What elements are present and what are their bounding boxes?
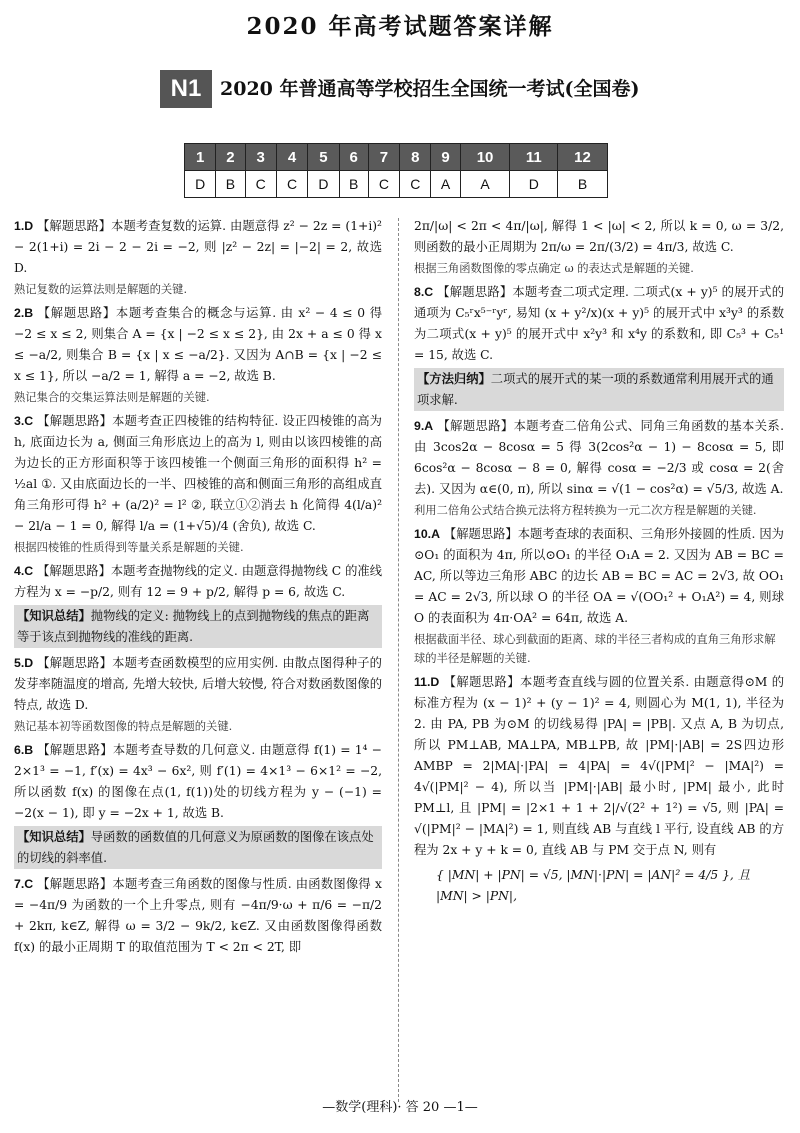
answer-table-number: 5 — [308, 144, 339, 171]
answer-table-answer: D — [510, 171, 558, 198]
summary-box — [414, 368, 784, 411]
solution-number: 2.B — [14, 306, 34, 320]
answer-table-number-row — [185, 144, 608, 171]
solution-number: 10.A — [414, 527, 440, 541]
column-divider — [398, 218, 399, 1102]
solution-note: 熟记集合的交集运算法则是解题的关键. — [14, 391, 210, 404]
solution-number: 11.D — [414, 675, 440, 689]
answer-table-number: 6 — [339, 144, 368, 171]
summary-box-text: 二项式的展开式的某一项的系数通常利用展开式的通项求解. — [417, 372, 774, 407]
solution-text: 【解题思路】本题考查函数模型的应用实例. 由散点图得种子的发芽率随温度的增高, 先增大较快, 后增大较慢, 符合对数函数图像的特点, 故选 D. — [14, 656, 382, 712]
solution-text: 【解题思路】本题考查正四棱锥的结构特征. 设正四棱锥的高为 h, 底面边长为 a, 侧面三角形底边上的高为 l, 则由以该四棱锥的高为边长的正方形面积等于该四棱锥一个侧面三角形的面积得 h² = ½al ①. 又由底面边长的一半、四棱锥的高和侧面三角形的高组成直角三角形可得 h² + (a/2)² = l² ②, 联立①②消去 h 化简得 4(l/a)² − 2l/a − 1 = 0, 解得 l/a = (1+√5)/4 (舍负), 故选 C. — [14, 414, 382, 533]
solution-item — [414, 672, 784, 861]
solution-text: 【解题思路】本题考查二项式定理. 二项式(x + y)⁵ 的展开式的通项为 C₅ʳx⁵⁻ʳyʳ, 易知 (x + y²/x)(x + y)⁵ 的展开式中 x³y³ 的系数为二项式(x + y)⁵ 的展开式中 x²y³ 和 x⁴y 的系数和, 即 C₅³ + C₅¹ = 15, 故选 C. — [414, 285, 784, 362]
section-title: 2020 年普通高等学校招生全国统一考试(全国卷) — [220, 78, 640, 100]
solution-item — [414, 282, 784, 366]
answer-table-number: 2 — [216, 144, 245, 171]
solution-text: 【解题思路】本题考查直线与圆的位置关系. 由题意得⊙M 的标准方程为 (x − 1)² + (y − 1)² = 4, 则圆心为 M(1, 1), 半径为 2. 由 PA, PB 为⊙M 的切线易得 |PA| = |PB|. 又点 A, B 为切点, 所以 PM⊥AB, MA⊥PA, MB⊥PB, 故 |PM|·|AB| = 2S四边形AMBP = 2|MA|·|PA| = 4|PA| = 4√(|PM|² − |MA|²) = 4√(|PM|² − 4), 所以当 |PM|·|AB| 最小时, |PM| 最小, 此时 PM⊥l, 且 |PM| = |2×1 + 1 + 2|/√(2² + 1²) = √5, 则 |PA| = √(|PM|² − |MA|²) = 1, 则直线 AB 与直线 l 平行, 设直线 AB 的方程为 2x + y + k = 0, 直线 AB 与 PM 交于点 N, 则有 — [414, 675, 784, 857]
page-footer: —数学(理科)· 答 20 —1— — [322, 1100, 478, 1115]
answer-table-answer: A — [460, 171, 510, 198]
solution-number: 8.C — [414, 285, 434, 299]
solution-text: 【解题思路】本题考查导数的几何意义. 由题意得 f(1) = 1⁴ − 2×1³ = −1, f′(x) = 4x³ − 6x², 则 f′(1) = 4×1³ − 6×1² = −2, 所以函数 f(x) 的图像在点(1, f(1))处的切线方程为 y − (−1) = −2(x − 1), 即 y = −2x + 1, 故选 B. — [14, 743, 382, 820]
right-column — [414, 216, 784, 911]
answer-table-answer: B — [558, 171, 608, 198]
answer-table-number: 1 — [185, 144, 216, 171]
answer-table — [184, 143, 608, 198]
answer-table-answer: D — [185, 171, 216, 198]
solution-number: 1.D — [14, 219, 34, 233]
solution-text: 【解题思路】本题考查二倍角公式、同角三角函数的基本关系. 由 3cos2α − 8cosα = 5 得 3(2cos²α − 1) − 8cosα = 5, 即 6cos²α − 8cosα − 8 = 0, 解得 cosα = −2/3 或 cosα = 2(舍去). 又因为 α∈(0, π), 所以 sinα = √(1 − cos²α) = √5/3, 故选 A. — [414, 419, 784, 496]
solution-item — [14, 653, 382, 716]
solution-number: 7.C — [14, 877, 34, 891]
solution-number: 4.C — [14, 564, 34, 578]
solution-note: 熟记基本初等函数图像的特点是解题的关键. — [14, 720, 233, 733]
answer-table-answer: A — [431, 171, 460, 198]
solution-text: 【解题思路】本题考查集合的概念与运算. 由 x² − 4 ≤ 0 得 −2 ≤ x ≤ 2, 则集合 A = {x | −2 ≤ x ≤ 2}, 由 2x + a ≤ 0 得 x ≤ −a/2, 则集合 B = {x | x ≤ −a/2}. 又因为 A∩B = {x | −2 ≤ x ≤ 1}, 所以 −a/2 = 1, 解得 a = −2, 故选 B. — [14, 306, 382, 383]
summary-box-text: 导函数的函数值的几何意义为原函数的图像在该点处的切线的斜率值. — [17, 830, 374, 865]
solution-note: 根据四棱锥的性质得到等量关系是解题的关键. — [14, 541, 244, 554]
answer-table-number: 11 — [510, 144, 558, 171]
answer-table-answer: C — [368, 171, 399, 198]
summary-box-title: 【知识总结】 — [17, 829, 91, 844]
summary-box-title: 【知识总结】 — [17, 608, 91, 623]
summary-box-text: 抛物线的定义: 抛物线上的点到抛物线的焦点的距离等于该点到抛物线的准线的距离. — [17, 609, 370, 644]
solution-text: 2π/|ω| < 2π < 4π/|ω|, 解得 1 < |ω| < 2, 所以 k = 0, ω = 3/2, 则函数的最小正周期为 2π/ω = 2π/(3/2) = 4π/3, 故选 C. — [414, 219, 784, 254]
answer-table-answer: B — [339, 171, 368, 198]
solution-number: 9.A — [414, 419, 434, 433]
answer-table-number: 3 — [245, 144, 276, 171]
answer-table-answer: C — [400, 171, 431, 198]
answer-table-number: 12 — [558, 144, 608, 171]
page-header-title: 2020 年高考试题答案详解 — [246, 13, 554, 40]
solution-formula: { |MN| + |PN| = √5, |MN|·|PN| = |AN|² = 4/5 }, 且 |MN| > |PN|, — [436, 868, 751, 903]
solution-text: 【解题思路】本题考查三角函数的图像与性质. 由函数图像得 x = −4π/9 为函数的一个上升零点, 则有 −4π/9·ω + π/6 = −π/2 + 2kπ, k∈Z, 解得 ω = 3/2 − 9k/2, k∈Z. 又由函数图像得函数 f(x) 的最小正周期 T 的取值范围为 T < 2π < 2T, 即 — [14, 877, 382, 954]
answer-table-number: 9 — [431, 144, 460, 171]
solution-item — [414, 524, 784, 629]
solution-note: 根据截面半径、球心到截面的距离、球的半径三者构成的直角三角形求解球的半径是解题的关键. — [414, 633, 776, 665]
solution-text: 【解题思路】本题考查球的表面积、三角形外接圆的性质. 因为⊙O₁ 的面积为 4π, 所以⊙O₁ 的半径 O₁A = 2. 又因为 AB = BC = AC, 所以等边三角形 ABC 的边长 AB = BC = AC = 2√3, 故 OO₁ = AC = 2√3, 所以球 O 的半径 OA = √(OO₁² + O₁A²) = 4, 则球 O 的表面积为 4π·OA² = 64π, 故选 A. — [414, 527, 784, 625]
solution-number: 3.C — [14, 414, 34, 428]
answer-table-number: 8 — [400, 144, 431, 171]
answer-table-answer: B — [216, 171, 245, 198]
answer-table-number: 7 — [368, 144, 399, 171]
answer-table-number: 10 — [460, 144, 510, 171]
solution-item — [14, 411, 382, 537]
solution-item — [14, 303, 382, 387]
solution-number: 5.D — [14, 656, 34, 670]
section-heading — [160, 70, 680, 110]
answer-table-number: 4 — [276, 144, 307, 171]
summary-box — [14, 605, 382, 648]
solution-item — [14, 561, 382, 603]
solution-item — [14, 216, 382, 279]
solution-note: 利用二倍角公式结合换元法将方程转换为一元二次方程是解题的关键. — [414, 504, 757, 517]
solution-item — [414, 216, 784, 258]
solution-text: 【解题思路】本题考查复数的运算. 由题意得 z² − 2z = (1+i)² − 2(1+i) = 2i − 2 − 2i = −2, 则 |z² − 2z| = |−2| = 2, 故选 D. — [14, 219, 382, 275]
answer-table-answer-row — [185, 171, 608, 198]
summary-box-title: 【方法归纳】 — [417, 371, 491, 386]
answer-table-answer: D — [308, 171, 339, 198]
solution-item — [414, 416, 784, 500]
answer-table-answer: C — [276, 171, 307, 198]
solution-note: 根据三角函数图像的零点确定 ω 的表达式是解题的关键. — [414, 262, 694, 275]
section-badge: N1 — [160, 70, 212, 108]
answer-table-answer: C — [245, 171, 276, 198]
solution-text: 【解题思路】本题考查抛物线的定义. 由题意得抛物线 C 的准线方程为 x = −p/2, 则有 12 = 9 + p/2, 解得 p = 6, 故选 C. — [14, 564, 382, 599]
solution-number: 6.B — [14, 743, 34, 757]
solution-note: 熟记复数的运算法则是解题的关键. — [14, 283, 188, 296]
